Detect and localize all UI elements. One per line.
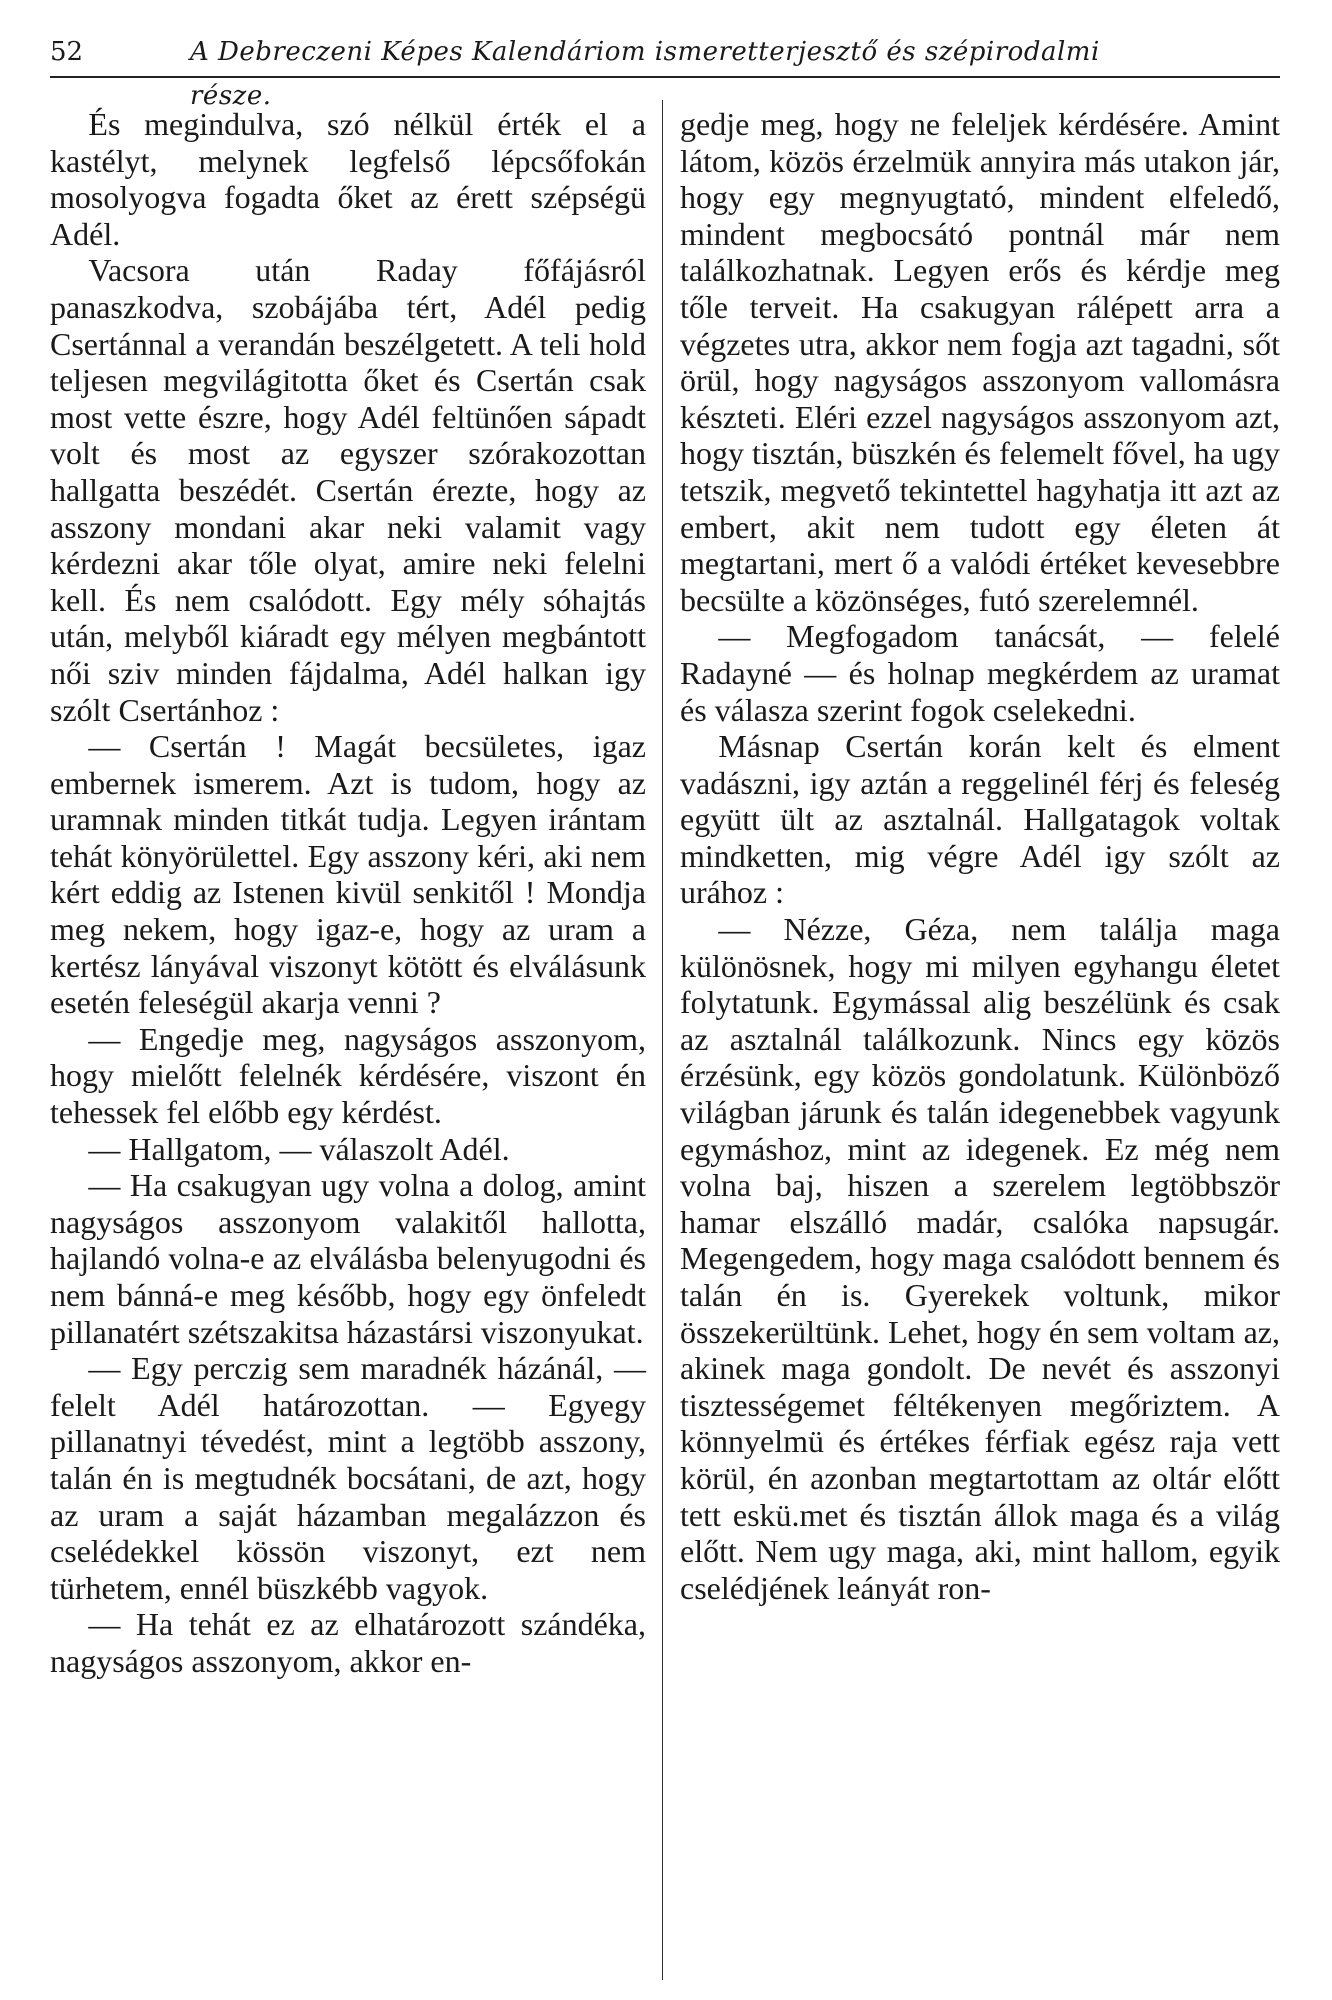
paragraph: — Ha csakugyan ugy volna a dolog, amint nagyságos asszonyom valakitől hallotta, hajlandó volna-e az elválásba belenyugodni és nem bánná-e meg később, hogy egy önfeledt pillanatért szétszakitsa házastársi viszonyukat. bbox=[50, 1167, 646, 1350]
paragraph: — Egy perczig sem maradnék házánál, — felelt Adél határozottan. — Egyegy pillanatnyi tévedést, mint a legtöbb asszony, talán én is megtudnék bocsátani, de azt, hogy az uram a saját házamban megalázzon és cselédekkel kössön viszonyt, ezt nem türhetem, ennél büszkébb vagyok. bbox=[50, 1350, 646, 1606]
column-divider bbox=[662, 100, 663, 1980]
running-title: A Debreczeni Képes Kalendáriom ismeretterjesztő és szépirodalmi része. bbox=[190, 37, 1100, 111]
paragraph: Vacsora után Raday főfájásról panaszkodva, szobájába tért, Adél pedig Csertánnal a verandán beszélgetett. A teli hold teljesen megvilágitotta őket és Csertán csak most vette észre, hogy Adél feltünően sápadt volt és most az egyszer szórakozottan hallgatta beszédét. Csertán érezte, hogy az asszony mondani akar neki valamit vagy kérdezni akar tőle olyat, amire neki felelni kell. És nem csalódott. Egy mély sóhajtás után, melyből kiáradt egy mélyen megbántott női sziv minden fájdalma, Adél halkan igy szólt Csertánhoz : bbox=[50, 252, 646, 728]
paragraph: — Csertán ! Magát becsületes, igaz embernek ismerem. Azt is tudom, hogy az uramnak minden titkát tudja. Legyen irántam tehát könyörülettel. Egy asszony kéri, aki nem kért eddig az Istenen kivül senkitől ! Mondja meg nekem, hogy igaz-e, hogy az uram a kertész lányával viszonyt kötött és elválásunk esetén feleségül akarja venni ? bbox=[50, 728, 646, 1021]
paragraph: — Megfogadom tanácsát, — felelé Radayné — és holnap megkérdem az uramat és válasza szerint fogok cselekedni. bbox=[680, 618, 1280, 728]
paragraph: — Ha tehát ez az elhatározott szándéka, nagyságos asszonyom, akkor en- bbox=[50, 1606, 646, 1679]
header-rule bbox=[50, 76, 1280, 78]
right-column bbox=[680, 106, 1280, 1606]
page-header bbox=[50, 30, 1280, 111]
paragraph: gedje meg, hogy ne feleljek kérdésére. Amint látom, közös érzelmük annyira más utakon jár, hogy egy megnyugtató, mindent elfeledő, mindent megbocsátó pontnál már nem találkozhatnak. Legyen erős és kérdje meg tőle terveit. Ha csakugyan rálépett arra a végzetes utra, akkor nem fogja azt tagadni, sőt örül, hogy nagyságos asszonyom vallomásra készteti. Eléri ezzel nagyságos asszonyom azt, hogy tisztán, büszkén és felemelt fővel, ha ugy tetszik, megvető tekintettel hagyhatja itt azt az embert, akit nem tudott egy életen át megtartani, mert ő a valódi értéket kevesebbre becsülte a közönséges, futó szerelemnél. bbox=[680, 106, 1280, 618]
paragraph: — Hallgatom, — válaszolt Adél. bbox=[88, 1130, 510, 1167]
document-page bbox=[50, 30, 1280, 1970]
page-number: 52 bbox=[50, 37, 84, 67]
left-column bbox=[50, 106, 646, 1680]
paragraph: — Nézze, Géza, nem találja maga különösnek, hogy mi milyen egyhangu életet folytatunk. Egymással alig beszélünk és csak az asztalnál találkozunk. Nincs egy közös érzésünk, egy közös gondolatunk. Különböző világban járunk és talán idegenebbek vagyunk egymáshoz, mint az idegenek. Ez még nem volna baj, hiszen a szerelem legtöbbször hamar elszálló madár, csalóka napsugár. Megengedem, hogy maga csalódott bennem és talán én is. Gyerekek voltunk, mikor összekerültünk. Lehet, hogy én sem voltam az, akinek maga gondolt. De nevét és asszonyi tisztességemet féltékenyen megőriztem. A könnyelmü és értékes férfiak egész raja vett körül, én azonban megtartottam az oltár előtt tett eskü.met és tisztán állok maga és a világ előtt. Nem ugy maga, aki, mint hallom, egyik cselédjének leányát ron- bbox=[680, 911, 1280, 1606]
paragraph: — Engedje meg, nagyságos asszonyom, hogy mielőtt felelnék kérdésére, viszont én tehessek fel előbb egy kérdést. bbox=[50, 1020, 646, 1131]
paragraph: Másnap Csertán korán kelt és elment vadászni, igy aztán a reggelinél férj és feleség együtt ült az asztalnál. Hallgatagok voltak mindketten, mig végre Adél igy szólt az urához : bbox=[680, 728, 1280, 911]
paragraph: És megindulva, szó nélkül érték el a kastélyt, melynek legfelső lépcsőfokán mosolyogva fogadta őket az érett szépségü Adél. bbox=[50, 106, 646, 252]
